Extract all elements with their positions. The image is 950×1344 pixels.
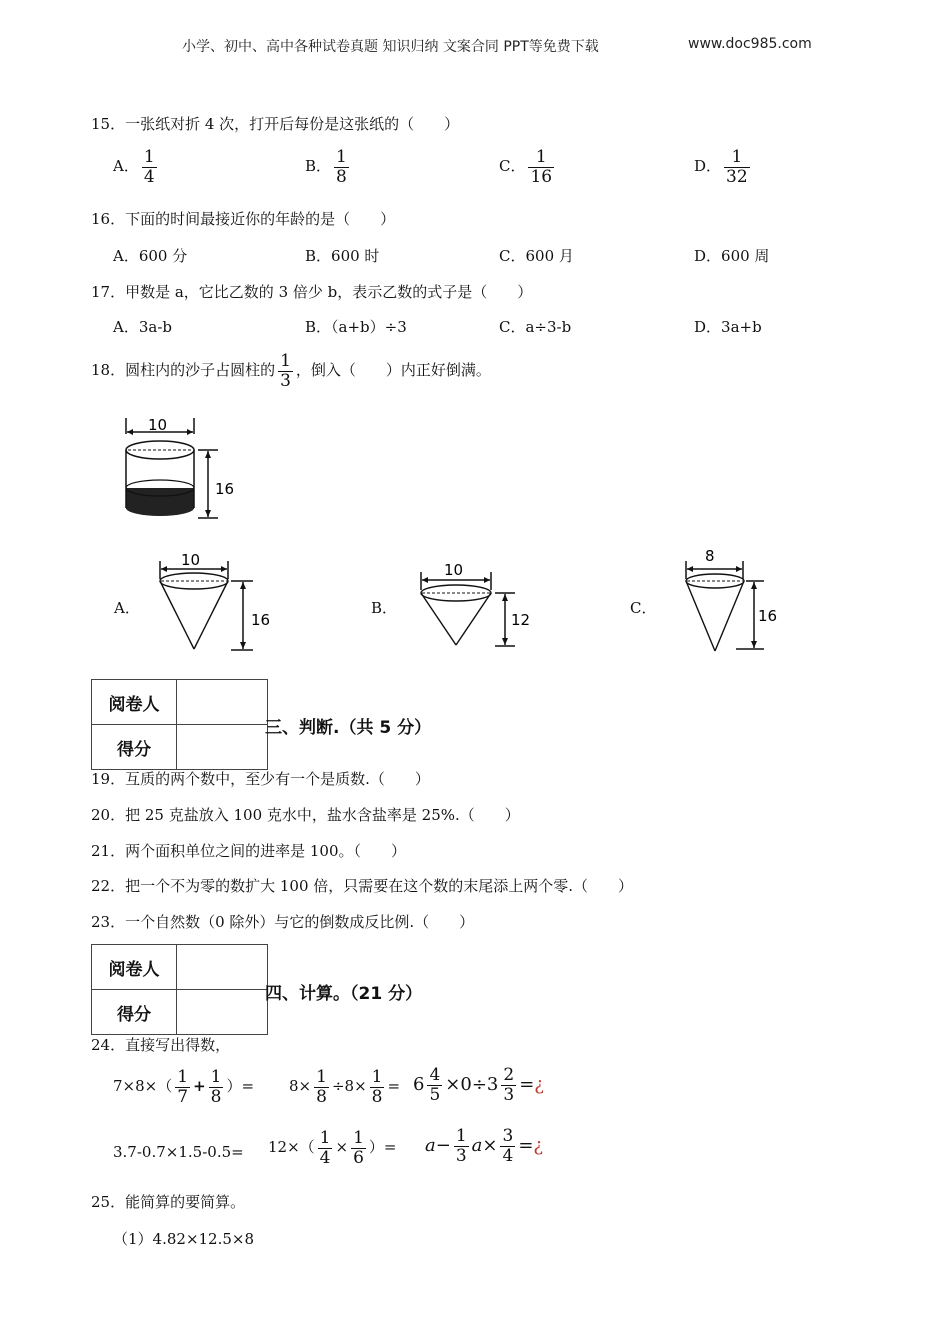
q19: 19．互质的两个数中，至少有一个是质数.（ ）	[91, 770, 430, 788]
q15-option-a: A． $\frac{1}{4}$	[113, 147, 155, 187]
q24-stem: 24．直接写出得数，	[91, 1036, 231, 1054]
cone-b-diameter: 10	[444, 561, 464, 579]
cone-b-figure	[415, 555, 545, 655]
q17-option-c: C．a÷3-b	[499, 318, 572, 336]
q17-option-a: A．3a-b	[113, 318, 172, 336]
q16-option-a: A．600 分	[113, 247, 188, 265]
cylinder-diameter-label: 10	[148, 416, 168, 434]
score-cell[interactable]	[177, 725, 268, 770]
section-3-title: 三、判断.（共 5 分）	[265, 718, 432, 738]
q15-option-c: C． $\frac{1}{16}$	[499, 147, 553, 187]
q24-expr-4: 3.7-0.7×1.5-0.5=	[113, 1143, 244, 1161]
page-header-site: www.doc985.com	[688, 36, 812, 52]
q24-expr-5: 12×（ $\frac{1}{4}$ × $\frac{1}{6}$ ）=	[268, 1128, 397, 1168]
q21: 21．两个面积单位之间的进率是 100。（ ）	[91, 842, 406, 860]
q17-option-d: D．3a+b	[694, 318, 762, 336]
cone-b-height: 12	[511, 611, 531, 629]
q16-option-d: D．600 周	[694, 247, 770, 265]
section-4-title: 四、计算。（21 分）	[265, 984, 423, 1004]
q16-option-c: C．600 月	[499, 247, 574, 265]
q23: 23．一个自然数（0 除外）与它的倒数成反比例.（ ）	[91, 913, 475, 931]
q20: 20．把 25 克盐放入 100 克水中，盐水含盐率是 25%.（ ）	[91, 806, 520, 824]
cylinder-figure	[118, 412, 248, 527]
page-header-title: 小学、初中、高中各种试卷真题 知识归纳 文案合同 PPT等免费下载	[182, 39, 599, 55]
cone-a-diameter: 10	[181, 551, 201, 569]
reviewer-cell[interactable]	[177, 680, 268, 725]
cone-c-diameter: 8	[705, 547, 715, 565]
q18-option-c-label: C．	[630, 599, 657, 617]
q18-stem: 18．圆柱内的沙子占圆柱的 $\frac{1}{3}$ ，倒入（ ）内正好倒满。	[91, 351, 491, 391]
score-label: 得分	[92, 990, 177, 1035]
q15-option-d: D． $\frac{1}{32}$	[694, 147, 748, 187]
q25-sub1: （1）4.82×12.5×8	[113, 1230, 255, 1248]
q15-option-b: B． $\frac{1}{8}$	[305, 147, 347, 187]
q18-option-b-label: B．	[371, 599, 398, 617]
q15-stem: 15．一张纸对折 4 次，打开后每份是这张纸的（ ）	[91, 115, 460, 133]
q18-option-a-label: A．	[114, 599, 140, 617]
reviewer-label: 阅卷人	[92, 945, 177, 990]
q16-stem: 16．下面的时间最接近你的年龄的是（ ）	[91, 210, 396, 228]
q24-expr-1: 7×8×（ $\frac{1}{7}$ + $\frac{1}{8}$ ）=	[113, 1067, 255, 1107]
score-box-3	[91, 679, 268, 770]
q22: 22．把一个不为零的数扩大 100 倍，只需要在这个数的末尾添上两个零.（ ）	[91, 877, 634, 895]
score-box-4	[91, 944, 268, 1035]
q24-expr-3: 6 $\frac{4}{5}$ ×0÷3 $\frac{2}{3}$ =¿	[413, 1065, 544, 1105]
cylinder-height-label: 16	[215, 480, 235, 498]
reviewer-label: 阅卷人	[92, 680, 177, 725]
q24-expr-2: 8× $\frac{1}{8}$ ÷8× $\frac{1}{8}$ =	[289, 1067, 401, 1107]
cone-c-height: 16	[758, 607, 778, 625]
cone-a-height: 16	[251, 611, 271, 629]
q16-option-b: B．600 时	[305, 247, 380, 265]
cone-a-figure	[155, 545, 285, 655]
score-cell[interactable]	[177, 990, 268, 1035]
cone-c-figure	[680, 543, 800, 658]
reviewer-cell[interactable]	[177, 945, 268, 990]
score-label: 得分	[92, 725, 177, 770]
q17-option-b: B．（a+b）÷3	[305, 318, 407, 336]
q17-stem: 17．甲数是 a，它比乙数的 3 倍少 b，表示乙数的式子是（ ）	[91, 283, 533, 301]
q25-stem: 25．能简算的要简算。	[91, 1193, 246, 1211]
q24-expr-6: a− $\frac{1}{3}$ a× $\frac{3}{4}$ =¿	[425, 1126, 544, 1166]
